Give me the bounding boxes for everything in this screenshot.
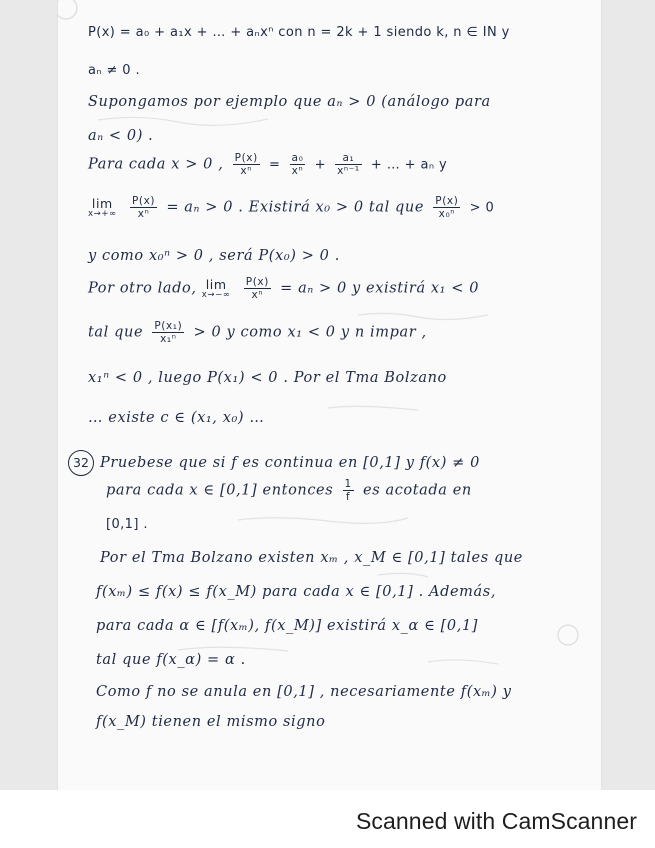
exercise-number-badge: 32: [68, 450, 94, 476]
exercise-heading: 32 Pruebese que si f es continua en [0,1] y f(x) ≠ 0: [68, 450, 480, 476]
fraction: $\frac{P(x)}{\text{xⁿ}}$: [245, 276, 269, 302]
handwritten-line: aₙ ≠ 0 .: [88, 63, 141, 78]
handwritten-line: f(x_M) tienen el mismo signo: [96, 714, 326, 730]
handwritten-line: [0,1] .: [106, 517, 148, 532]
handwritten-line: tal que $\frac{\text{P(x₁)}}{\text{x₁ⁿ}}$ > 0 y como x₁ < 0 y n impar ,: [88, 320, 427, 346]
handwritten-line: x₁ⁿ < 0 , luego P(x₁) < 0 . Por el Tma Bolzano: [88, 370, 447, 386]
handwritten-line: … existe c ∈ (x₁, x₀) …: [88, 410, 265, 426]
handwritten-line: f(xₘ) ≤ f(x) ≤ f(x_M) para cada x ∈ [0,1] . Además,: [96, 584, 497, 600]
notebook-page: [58, 0, 601, 790]
camscanner-watermark: Scanned with CamScanner: [355, 808, 637, 834]
handwritten-line: para cada α ∈ [f(xₘ), f(x_M)] existirá x_α ∈ [0,1]: [96, 618, 479, 634]
handwritten-line: P(x) = a₀ + a₁x + … + aₙxⁿ con n = 2k + 1 siendo k, n ∈ IN y: [88, 25, 510, 40]
handwritten-line: aₙ < 0) .: [88, 128, 154, 144]
fraction: $\frac{\text{P(x₁)}}{\text{x₁ⁿ}}$: [154, 320, 183, 346]
fraction: $\frac{\text{a₀}}{\text{xⁿ}}$: [291, 152, 304, 178]
fraction: $\frac{P(x)}{\text{xⁿ}}$: [131, 195, 156, 221]
fraction: $\frac{\text{a₁}}{\text{xⁿ⁻¹}}$: [337, 152, 360, 178]
fraction: $\frac{P(x)}{\text{xⁿ}}$: [234, 152, 258, 178]
fraction: $\frac{1}{f}$: [344, 478, 352, 504]
handwritten-line: Como f no se anula en [0,1] , necesariamente f(xₘ) y: [96, 684, 512, 700]
limit: lim x→+∞: [88, 195, 117, 219]
handwritten-line: y como x₀ⁿ > 0 , será P(x₀) > 0 .: [88, 248, 340, 264]
handwritten-line: Para cada x > 0 , $\frac{P(x)}{\text{xⁿ}}$ = $\frac{\text{a₀}}{\text{xⁿ}}$ + $\frac{\text{a₁}}{\text{xⁿ⁻¹}}$ + … + aₙ y: [88, 152, 448, 178]
handwritten-line: tal que f(x_α) = α .: [96, 652, 246, 668]
fraction: $\frac{P(x)}{\text{x₀ⁿ}}$: [435, 195, 459, 221]
handwritten-line: lim x→+∞ $\frac{P(x)}{\text{xⁿ}}$ = aₙ > 0 . Existirá x₀ > 0 tal que $\frac{P(x)}{\text{x₀ⁿ}}$ > 0: [88, 195, 495, 221]
handwritten-line: para cada x ∈ [0,1] entonces $\frac{1}{f}$ es acotada en: [106, 478, 472, 504]
handwritten-line: Por el Tma Bolzano existen xₘ , x_M ∈ [0,1] tales que: [100, 550, 523, 566]
handwritten-line: Por otro lado, lim x→−∞ $\frac{P(x)}{\text{xⁿ}}$ = aₙ > 0 y existirá x₁ < 0: [88, 276, 480, 302]
paper-bleed-through: [58, 0, 601, 790]
limit: lim x→−∞: [201, 276, 231, 300]
handwritten-line: Supongamos por ejemplo que aₙ > 0 (análogo para: [88, 94, 491, 110]
